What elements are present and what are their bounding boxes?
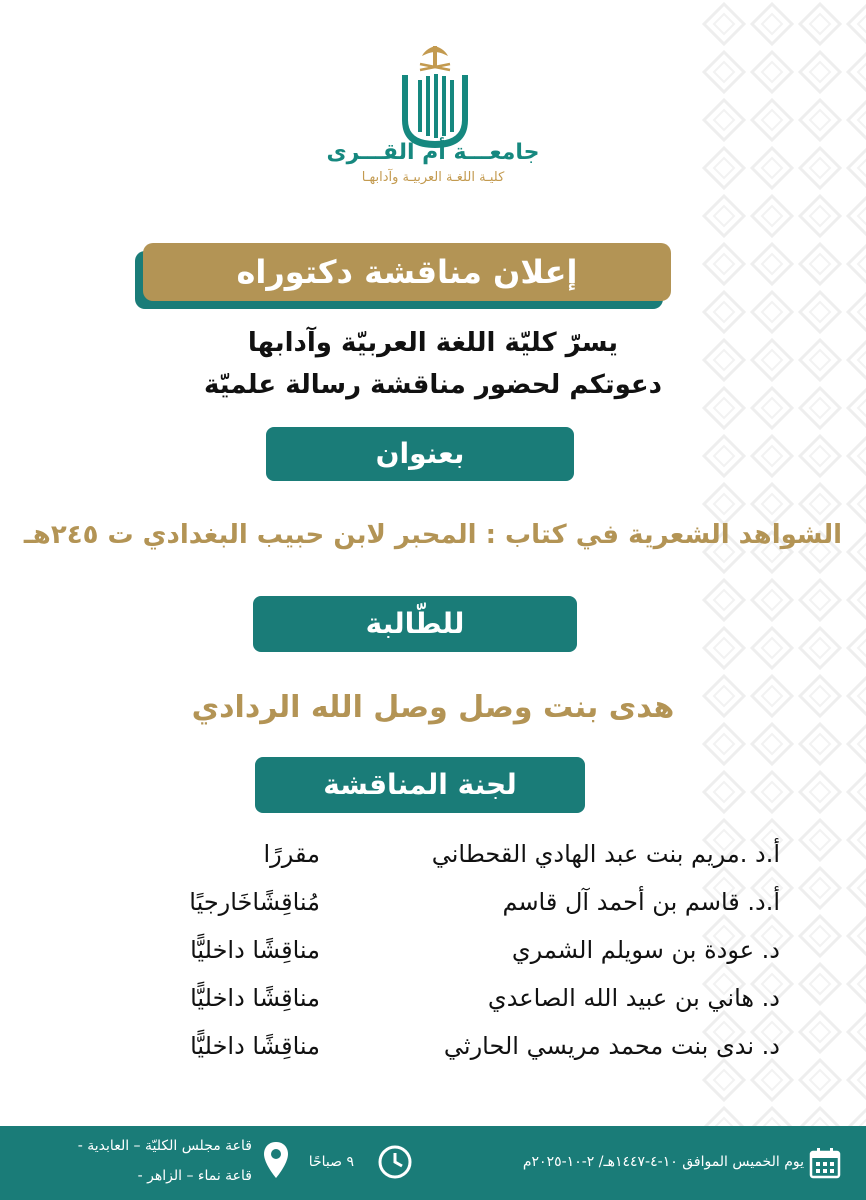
intro-line-2: دعوتكم لحضور مناقشة رسالة علميّة bbox=[203, 370, 662, 400]
committee-row bbox=[60, 984, 800, 1032]
committee-section-label: لجنة المناقشة bbox=[255, 757, 585, 813]
student-section-label: للطّالبة bbox=[253, 596, 577, 652]
committee-member-name: د. ندى بنت محمد مريسي الحارثي bbox=[443, 1032, 780, 1060]
college-name: كليـة اللغـة العربيـة وآدابهـا bbox=[361, 170, 505, 185]
committee-member-role: مقررًا bbox=[263, 840, 320, 868]
committee-member-role: مناقِشًا داخليًّا bbox=[190, 984, 320, 1012]
committee-row bbox=[60, 936, 800, 984]
committee-member-name: أ.د .مريم بنت عبد الهادي القحطاني bbox=[431, 840, 780, 868]
committee-member-name: أ.د. قاسم بن أحمد آل قاسم bbox=[502, 888, 780, 916]
committee-list bbox=[60, 840, 800, 1080]
committee-member-name: د. عودة بن سويلم الشمري bbox=[511, 936, 780, 964]
announcement-banner bbox=[143, 243, 671, 301]
clock-icon bbox=[377, 1144, 413, 1180]
intro-line-1: يسرّ كليّة اللغة العربيّة وآدابها bbox=[247, 328, 619, 358]
committee-member-role: مُناقِشًاخَارجيًا bbox=[189, 888, 320, 916]
footer-date: يوم الخميس الموافق ١٠-٤-١٤٤٧هـ/ ٢-١٠-٢٠٢٥م bbox=[522, 1154, 804, 1170]
footer-location-line-1: قاعة مجلس الكليّة – العابدية - bbox=[77, 1138, 252, 1154]
committee-member-role: مناقِشًا داخليًّا bbox=[190, 936, 320, 964]
university-logo bbox=[340, 40, 530, 190]
footer-time: ٩ صباحًا bbox=[308, 1154, 354, 1170]
committee-row bbox=[60, 840, 800, 888]
university-name: جامعـــة أم القـــرى bbox=[326, 140, 540, 165]
announcement-title: إعلان مناقشة دكتوراه bbox=[236, 253, 578, 291]
committee-member-role: مناقِشًا داخليًّا bbox=[190, 1032, 320, 1060]
footer-location-line-2: قاعة نماء – الزاهر - bbox=[137, 1168, 252, 1184]
thesis-title: الشواهد الشعرية في كتاب : المحبر لابن حبيب البغدادي ت ٢٤٥هـ bbox=[23, 520, 843, 550]
committee-row bbox=[60, 1032, 800, 1080]
location-pin-icon bbox=[262, 1140, 290, 1180]
calendar-icon bbox=[808, 1146, 842, 1180]
committee-member-name: د. هاني بن عبيد الله الصاعدي bbox=[487, 984, 780, 1012]
committee-row bbox=[60, 888, 800, 936]
student-name: هدى بنت وصل وصل الله الردادي bbox=[191, 690, 675, 725]
title-section-label: بعنوان bbox=[266, 427, 574, 481]
footer-bar bbox=[0, 1126, 866, 1200]
